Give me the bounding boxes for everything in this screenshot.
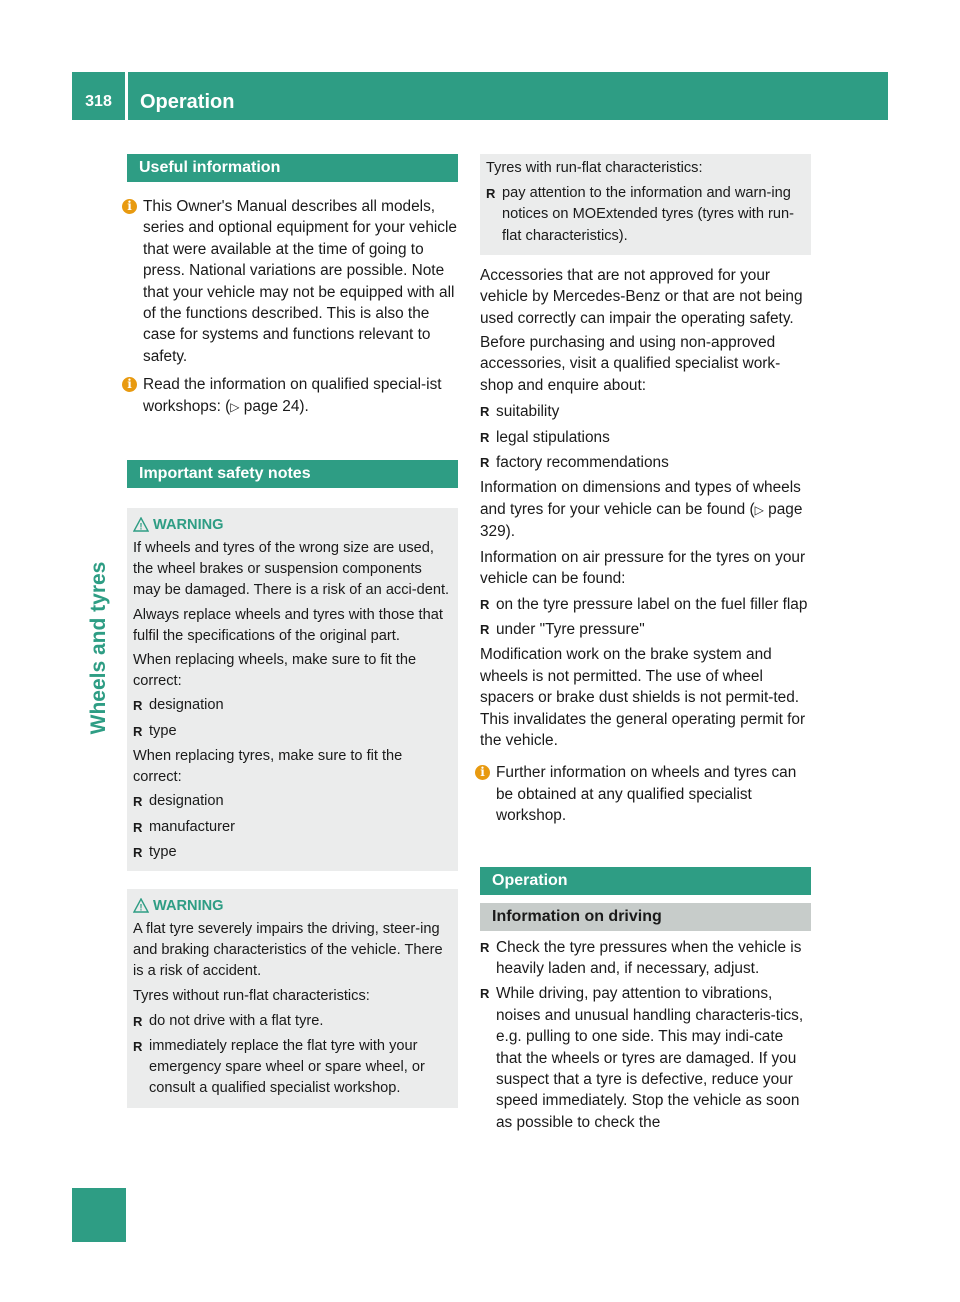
body-text: Information on air pressure for the tyres on your vehicle can be found: xyxy=(480,548,806,588)
warning-text: If wheels and tyres of the wrong size are used, the wheel brakes or suspension components may be damaged. There is a risk of an acci-dent. xyxy=(133,540,450,599)
list-item: R under "Tyre pressure" xyxy=(480,619,811,640)
box-text: Tyres with run-flat characteristics: xyxy=(486,160,703,176)
list-item: R do not drive with a flat tyre. xyxy=(133,1011,452,1032)
info-text: Read the information on qualified special-ist workshops: ( xyxy=(143,376,442,415)
page-reference-link[interactable]: page 329). xyxy=(480,500,803,541)
page-title: Operation xyxy=(140,91,235,113)
warning-triangle-icon xyxy=(133,517,149,532)
run-flat-box xyxy=(480,154,811,255)
warning-heading xyxy=(133,514,452,536)
section-heading-useful-information: Useful information xyxy=(127,154,458,182)
info-text: Further information on wheels and tyres can be obtained at any qualified specialist workshop. xyxy=(496,764,797,825)
list-item: R designation xyxy=(133,791,452,812)
list-item: R designation xyxy=(133,695,452,716)
warning-text: When replacing wheels, make sure to fit the correct: xyxy=(133,652,417,690)
warning-text: A flat tyre severely impairs the driving, steer-ing and braking characteristics of the vehicle. There is a risk of accident. xyxy=(133,920,443,980)
right-column xyxy=(480,154,811,1133)
warning-box xyxy=(127,889,458,1108)
list-item: R on the tyre pressure label on the fuel filler flap xyxy=(480,594,811,615)
list-item: R factory recommendations xyxy=(480,452,811,473)
body-text-part: Information on dimensions and types of wheels and tyres for your vehicle can be found ( xyxy=(480,479,801,518)
list-item: R legal stipulations xyxy=(480,427,811,448)
triangle-right-icon: ▷ xyxy=(230,399,240,414)
body-text: Accessories that are not approved for your vehicle by Mercedes-Benz or that are not being used correctly can impair the operating safety. xyxy=(480,266,803,327)
page-reference-link[interactable]: page 24). xyxy=(243,397,309,415)
body-text: Modification work on the brake system and wheels is not permitted. The use of wheel spacers or brake dust shields is not permit-ted. This invalidates the general operating permit for the vehicle. xyxy=(480,646,806,749)
svg-text:!: ! xyxy=(139,902,143,913)
warning-heading xyxy=(133,895,452,917)
list-item: R Check the tyre pressures when the vehicle is heavily laden and, if necessary, adjust. xyxy=(480,937,811,980)
page-number: 318 xyxy=(85,93,112,110)
info-note xyxy=(127,196,458,367)
list-item: R pay attention to the information and warn-ing notices on MOExtended tyres (tyres with run-flat characteristics). xyxy=(486,183,805,247)
header-divider xyxy=(125,72,128,120)
body-text xyxy=(480,477,811,542)
left-column xyxy=(127,154,458,1108)
info-icon: i xyxy=(475,765,490,780)
list-item: R type xyxy=(133,842,452,863)
info-text: This Owner's Manual describes all models, series and optional equipment for your vehicle that were available at the time of going to press. National variations are possible. Note that your vehicle may not be equipped with all of the functions described. This is also the case for systems and functions relevant to safety. xyxy=(143,198,457,365)
svg-text:!: ! xyxy=(139,521,143,532)
list-item: R immediately replace the flat tyre with your emergency spare wheel or spare wheel, or consult a qualified specialist workshop. xyxy=(133,1036,452,1100)
body-text: Before purchasing and using non-approved accessories, visit a qualified specialist work-shop and enquire about: xyxy=(480,334,781,394)
side-block xyxy=(72,1188,126,1242)
warning-text: When replacing tyres, make sure to fit the correct: xyxy=(133,747,403,786)
warning-triangle-icon xyxy=(133,898,149,913)
warning-label: WARNING xyxy=(153,517,224,534)
warning-text: Tyres without run-flat characteristics: xyxy=(133,987,370,1004)
list-item: R While driving, pay attention to vibrations, noises and unusual handling characteris-tics, e.g. pulling to one side. This may indi-cate that the wheels or tyres are damaged. If you suspect that a tyre is defective, reduce your speed immediately. Stop the vehicle as soon as possible to check the xyxy=(480,983,811,1133)
info-icon: i xyxy=(122,199,137,214)
list-item: R suitability xyxy=(480,401,811,422)
side-tab-label: Wheels and tyres xyxy=(87,561,110,735)
triangle-right-icon: ▷ xyxy=(754,502,764,517)
list-item: R type xyxy=(133,721,452,742)
subsection-heading-information-on-driving: Information on driving xyxy=(480,903,811,931)
info-note xyxy=(127,374,458,418)
list-item: R manufacturer xyxy=(133,817,452,838)
section-heading-operation: Operation xyxy=(480,867,811,895)
section-heading-important-safety-notes: Important safety notes xyxy=(127,460,458,488)
warning-label: WARNING xyxy=(153,897,224,914)
info-icon: i xyxy=(122,377,137,392)
warning-box xyxy=(127,508,458,871)
warning-text: Always replace wheels and tyres with those that fulfil the specifications of the original part. xyxy=(133,606,443,644)
info-note xyxy=(480,762,811,826)
